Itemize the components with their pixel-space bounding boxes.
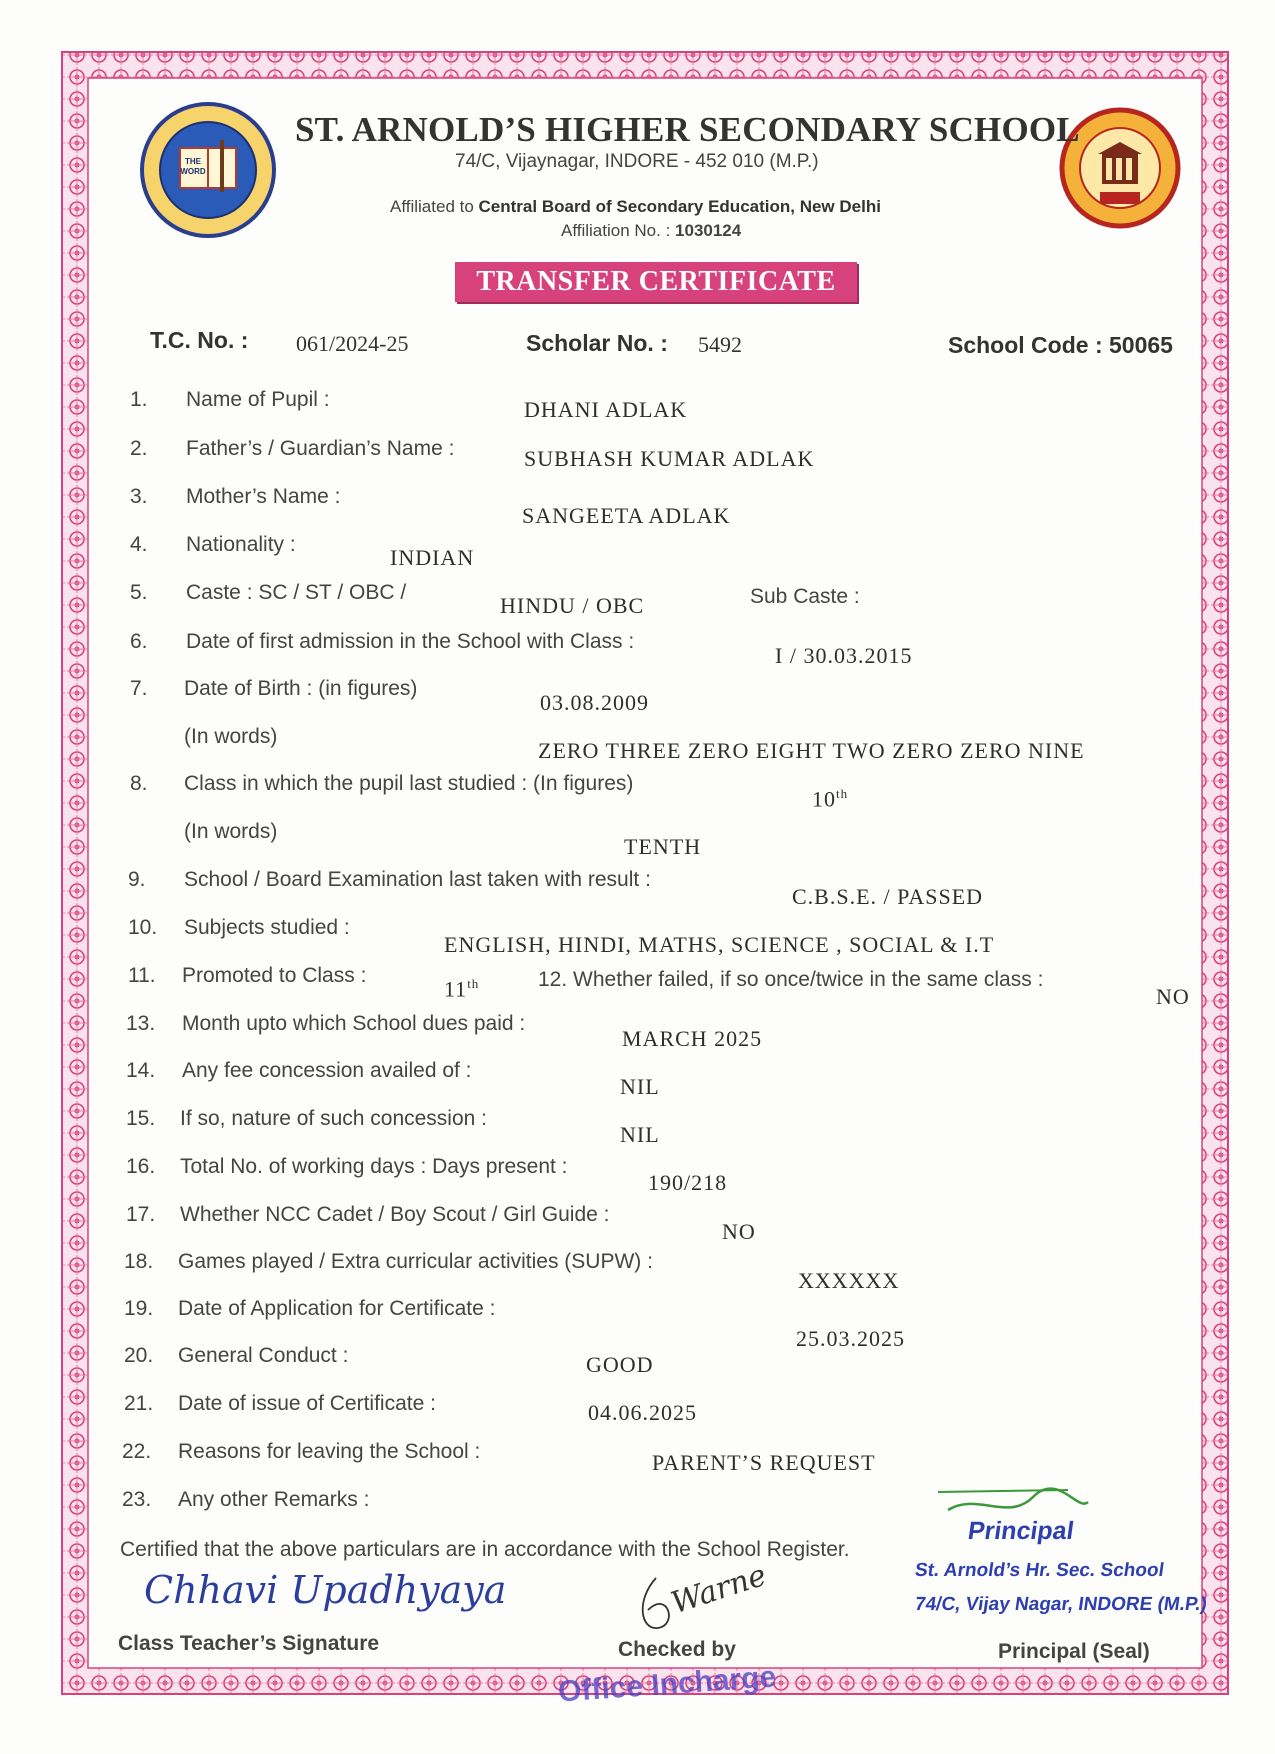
row-9-number: 9. xyxy=(128,868,146,891)
tc-no-label: T.C. No. : xyxy=(150,327,249,353)
mother-name: SANGEETA ADLAK xyxy=(522,503,731,528)
affiliation-no-label: Affiliation No. : xyxy=(561,221,671,240)
office-incharge-stamp: Office Incharge xyxy=(557,1660,778,1709)
row-11-number: 11. xyxy=(128,964,156,987)
row-16-number: 16. xyxy=(126,1155,156,1178)
class-teacher-signature: Chhavi Upadhyaya xyxy=(144,1568,507,1612)
row-4-number: 4. xyxy=(130,533,148,556)
row-13-number: 13. xyxy=(126,1012,156,1035)
row-17-number: 17. xyxy=(126,1203,156,1226)
checked-by-signature: Warne xyxy=(666,1557,771,1622)
dues-paid-value: MARCH 2025 xyxy=(622,1026,763,1051)
svg-text:THE: THE xyxy=(185,157,201,166)
row-18-label: Games played / Extra curricular activities (SUPW) : xyxy=(178,1250,653,1273)
last-class-suffix: th xyxy=(836,786,849,801)
row-4-label: Nationality : xyxy=(186,533,296,556)
row-8-label: Class in which the pupil last studied : (In figures) xyxy=(184,772,634,795)
row-19-label: Date of Application for Certificate : xyxy=(178,1297,496,1320)
scholar-no-value: 5492 xyxy=(698,332,742,357)
row-2-label: Father’s / Guardian’s Name : xyxy=(186,437,455,460)
affiliation-no-value: 1030124 xyxy=(675,221,742,240)
school-name: ST. ARNOLD’S HIGHER SECONDARY SCHOOL xyxy=(295,110,1080,149)
row-9-label: School / Board Examination last taken with result : xyxy=(184,868,651,891)
concession-nature-value: NIL xyxy=(620,1122,660,1147)
school-address: 74/C, Vijaynagar, INDORE - 452 010 (M.P.) xyxy=(455,151,819,172)
row-15-number: 15. xyxy=(126,1107,156,1130)
row-21-number: 21. xyxy=(124,1392,154,1415)
last-class-words: TENTH xyxy=(624,834,702,859)
issue-date-value: 04.06.2025 xyxy=(588,1400,697,1425)
row-7-words-label: (In words) xyxy=(184,725,278,748)
class-teacher-label: Class Teacher’s Signature xyxy=(118,1632,380,1655)
leaving-reason-value: PARENT’S REQUEST xyxy=(652,1450,876,1475)
row-20-number: 20. xyxy=(124,1344,154,1367)
sub-caste-label: Sub Caste : xyxy=(750,585,860,608)
row-14-number: 14. xyxy=(126,1059,156,1082)
school-code: School Code : 50065 xyxy=(948,332,1173,358)
row-20-label: General Conduct : xyxy=(178,1344,349,1367)
exam-result-value: C.B.S.E. / PASSED xyxy=(792,884,984,909)
row-21-label: Date of issue of Certificate : xyxy=(178,1392,436,1415)
row-18-number: 18. xyxy=(124,1250,154,1273)
row-6-label: Date of first admission in the School with Class : xyxy=(186,630,635,653)
row-19-number: 19. xyxy=(124,1297,154,1320)
row-8-number: 8. xyxy=(130,772,148,795)
row-23-label: Any other Remarks : xyxy=(178,1488,370,1511)
row-5-label: Caste : SC / ST / OBC / xyxy=(186,581,407,604)
dob-figures: 03.08.2009 xyxy=(540,690,649,715)
pupil-name: DHANI ADLAK xyxy=(524,397,688,422)
row-10-number: 10. xyxy=(128,916,158,939)
ncc-value: NO xyxy=(722,1219,756,1244)
checked-by-label: Checked by xyxy=(618,1638,736,1661)
svg-text:WORD: WORD xyxy=(180,167,206,176)
row-16-label: Total No. of working days : Days present : xyxy=(180,1155,568,1178)
nationality-value: INDIAN xyxy=(390,545,475,570)
row-15-label: If so, nature of such concession : xyxy=(180,1107,488,1130)
row-1-label: Name of Pupil : xyxy=(186,388,330,411)
stamp-principal-title: Principal xyxy=(966,1517,1076,1545)
subjects-value: ENGLISH, HINDI, MATHS, SCIENCE , SOCIAL & I.T xyxy=(444,932,995,957)
row-10-label: Subjects studied : xyxy=(184,916,350,939)
row-6-number: 6. xyxy=(130,630,148,653)
row-12-label: 12. Whether failed, if so once/twice in the same class : xyxy=(538,968,1044,991)
last-class-number: 10 xyxy=(812,786,836,812)
affiliation-prefix: Affiliated to xyxy=(390,197,474,216)
row-5-number: 5. xyxy=(130,581,148,604)
conduct-value: GOOD xyxy=(586,1352,654,1377)
row-3-number: 3. xyxy=(130,485,148,508)
stamp-address-line: 74/C, Vijay Nagar, INDORE (M.P.) xyxy=(913,1594,1209,1615)
application-date-value: 25.03.2025 xyxy=(796,1326,905,1351)
attendance-value: 190/218 xyxy=(648,1170,728,1195)
scholar-no-label: Scholar No. : xyxy=(526,330,668,356)
principal-seal-label: Principal (Seal) xyxy=(998,1640,1150,1663)
dob-words: ZERO THREE ZERO EIGHT TWO ZERO ZERO NINE xyxy=(538,738,1085,763)
fee-concession-value: NIL xyxy=(620,1074,660,1099)
row-13-label: Month upto which School dues paid : xyxy=(182,1012,526,1035)
admission-value: I / 30.03.2015 xyxy=(775,643,913,668)
row-23-number: 23. xyxy=(122,1488,152,1511)
row-2-number: 2. xyxy=(130,437,148,460)
row-14-label: Any fee concession availed of : xyxy=(182,1059,472,1082)
promoted-class-value xyxy=(444,976,479,1002)
certification-statement: Certified that the above particulars are in accordance with the School Register. xyxy=(120,1538,850,1561)
row-22-label: Reasons for leaving the School : xyxy=(178,1440,481,1463)
last-class-figures xyxy=(812,786,848,812)
school-logo xyxy=(138,100,278,240)
games-value: XXXXXX xyxy=(798,1268,900,1293)
row-22-number: 22. xyxy=(122,1440,152,1463)
guardian-name: SUBHASH KUMAR ADLAK xyxy=(524,446,815,471)
promoted-class-number: 11 xyxy=(444,976,468,1002)
row-17-label: Whether NCC Cadet / Boy Scout / Girl Guide : xyxy=(180,1203,610,1226)
affiliation-line xyxy=(390,197,881,217)
failed-value: NO xyxy=(1156,984,1190,1009)
affiliation-number xyxy=(561,221,741,241)
row-8-words-label: (In words) xyxy=(184,820,278,843)
row-7-number: 7. xyxy=(130,677,148,700)
row-7-label: Date of Birth : (in figures) xyxy=(184,677,418,700)
row-3-label: Mother’s Name : xyxy=(186,485,341,508)
stamp-school-line: St. Arnold’s Hr. Sec. School xyxy=(913,1560,1166,1581)
tc-no-value: 061/2024-25 xyxy=(296,331,409,356)
caste-value: HINDU / OBC xyxy=(500,593,645,618)
certificate-title: TRANSFER CERTIFICATE xyxy=(455,262,857,302)
affiliation-board: Central Board of Secondary Education, New Delhi xyxy=(478,197,881,216)
row-11-label: Promoted to Class : xyxy=(182,964,367,987)
row-1-number: 1. xyxy=(130,388,148,411)
promoted-class-suffix: th xyxy=(467,976,480,991)
